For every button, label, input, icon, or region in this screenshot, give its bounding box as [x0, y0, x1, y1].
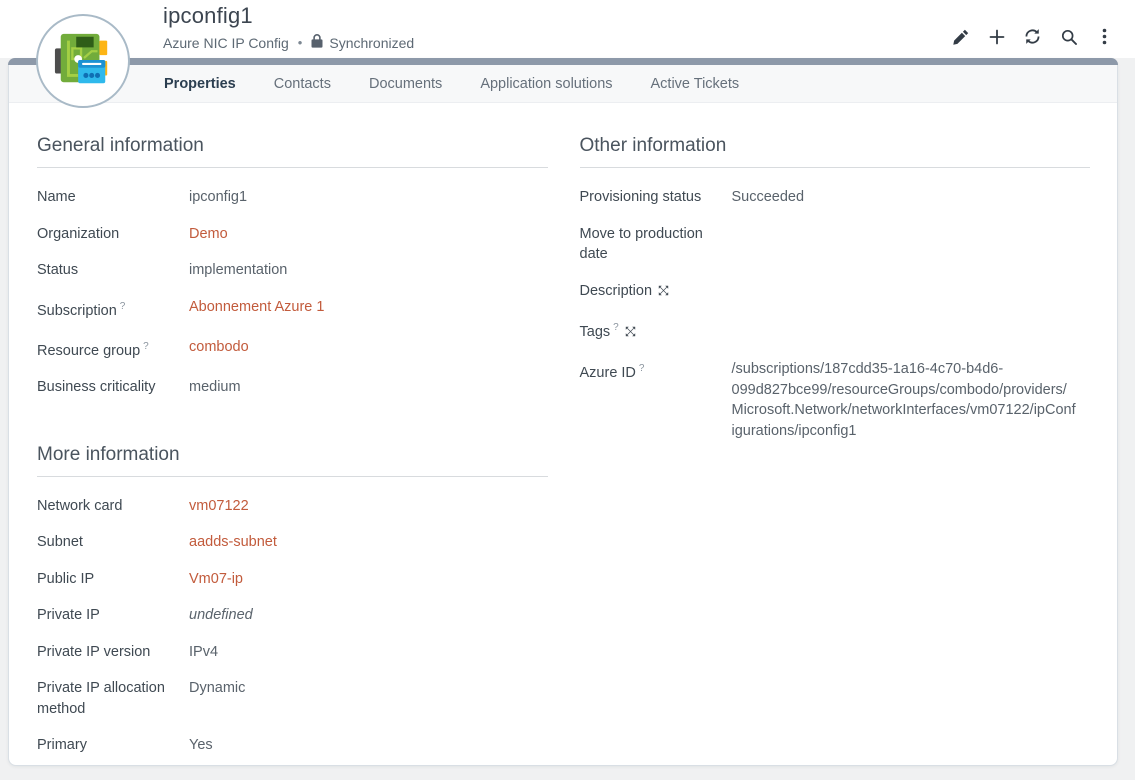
pencil-icon[interactable]: [952, 28, 969, 45]
help-tooltip-icon[interactable]: ?: [638, 363, 645, 375]
field-primary: [37, 735, 548, 756]
network-card-icon: [52, 29, 114, 94]
field-label: Status: [37, 262, 79, 278]
field-public-ip: [37, 569, 548, 590]
object-toolbar: [952, 28, 1113, 45]
lock-icon: [311, 34, 323, 51]
field-label: Provisioning status: [579, 189, 702, 205]
section-title: More information: [37, 444, 548, 477]
field-resource-group: [37, 337, 548, 361]
field-value: /subscriptions/187cdd35-1a16-4c70-b4d6-099d827bce99/resourceGroups/combodo/providers/Microsoft.Network/networkInterfaces/vm07122/ipConfigurations/ipconfig1: [731, 361, 1076, 439]
tab-documents[interactable]: Documents: [368, 75, 443, 92]
field-value: IPv4: [189, 643, 219, 660]
field-label: Tags ?: [580, 318, 732, 343]
network-card-link[interactable]: vm07122: [189, 497, 249, 514]
field-description: [580, 281, 1091, 303]
field-name: [37, 187, 548, 208]
field-value: Yes: [189, 737, 213, 754]
field-value: ipconfig1: [189, 189, 248, 205]
help-tooltip-icon[interactable]: ?: [143, 340, 149, 352]
field-network-card: [37, 496, 548, 517]
field-label: Subscription ?: [37, 300, 126, 319]
object-subtitle: [163, 34, 414, 51]
tab-contacts[interactable]: Contacts: [273, 75, 331, 92]
object-class-label: Azure NIC IP Config: [163, 34, 289, 51]
object-avatar: [36, 14, 130, 108]
field-label: Private IP: [37, 607, 100, 624]
field-label: Network card: [37, 497, 123, 514]
field-label: Description: [580, 281, 732, 303]
field-label: Public IP: [37, 570, 95, 587]
kebab-menu-icon[interactable]: [1096, 28, 1113, 45]
field-value: Succeeded: [731, 189, 805, 205]
help-tooltip-icon[interactable]: ?: [613, 322, 619, 333]
field-label: Business criticality: [37, 379, 156, 396]
field-label: Primary: [37, 737, 87, 754]
fieldset-more-information: [37, 444, 548, 756]
field-value: Dynamic: [189, 680, 246, 697]
properties-tab-content: [9, 103, 1117, 772]
expand-arrows-icon[interactable]: [625, 323, 636, 344]
help-tooltip-icon[interactable]: ?: [119, 300, 126, 312]
field-provisioning-status: [580, 187, 1091, 208]
field-label: Move to production date: [579, 225, 703, 262]
page-title: ipconfig1: [163, 3, 253, 28]
field-label: Private IP version: [37, 643, 151, 660]
field-business-criticality: [37, 377, 548, 398]
field-move-to-production-date: [580, 224, 1091, 265]
field-label: Name: [37, 189, 76, 205]
section-title: Other information: [580, 135, 1091, 168]
right-column: [580, 135, 1091, 772]
field-value: medium: [189, 379, 241, 396]
field-subscription: [37, 297, 548, 321]
left-column: [37, 135, 548, 772]
field-label: Private IP allocation method: [37, 680, 165, 717]
sync-status: [311, 34, 414, 51]
field-value: implementation: [189, 262, 288, 278]
refresh-icon[interactable]: [1024, 28, 1041, 45]
field-subnet: [37, 532, 548, 553]
expand-arrows-icon[interactable]: [658, 282, 669, 303]
public-ip-link[interactable]: Vm07-ip: [189, 570, 243, 587]
field-label: Resource group ?: [37, 340, 149, 359]
field-private-ip-allocation-method: [37, 678, 548, 719]
field-label: Azure ID ?: [579, 363, 645, 382]
field-private-ip: [37, 605, 548, 626]
field-status: [37, 260, 548, 281]
fieldset-general-information: [37, 135, 548, 398]
tab-bar: [9, 65, 1117, 103]
tab-properties[interactable]: Properties: [164, 75, 236, 92]
bullet-separator: •: [297, 35, 303, 50]
resource-group-link[interactable]: combodo: [189, 338, 249, 355]
subscription-link[interactable]: Abonnement Azure 1: [189, 298, 325, 315]
object-details-panel: [8, 58, 1118, 766]
sync-status-label: Synchronized: [329, 34, 415, 51]
tab-active-tickets[interactable]: Active Tickets: [650, 75, 740, 92]
field-label: Organization: [37, 225, 120, 242]
subnet-link[interactable]: aadds-subnet: [189, 534, 277, 551]
fieldset-other-information: [580, 135, 1091, 441]
section-title: General information: [37, 135, 548, 168]
field-organization: [37, 224, 548, 245]
field-value: undefined: [189, 607, 253, 624]
plus-icon[interactable]: [988, 28, 1005, 45]
search-icon[interactable]: [1060, 28, 1077, 45]
tab-application-solutions[interactable]: Application solutions: [480, 75, 613, 92]
field-tags: [580, 318, 1091, 343]
field-private-ip-version: [37, 642, 548, 663]
field-label: Subnet: [37, 534, 83, 551]
organization-link[interactable]: Demo: [189, 225, 228, 242]
field-azure-id: [580, 359, 1091, 441]
